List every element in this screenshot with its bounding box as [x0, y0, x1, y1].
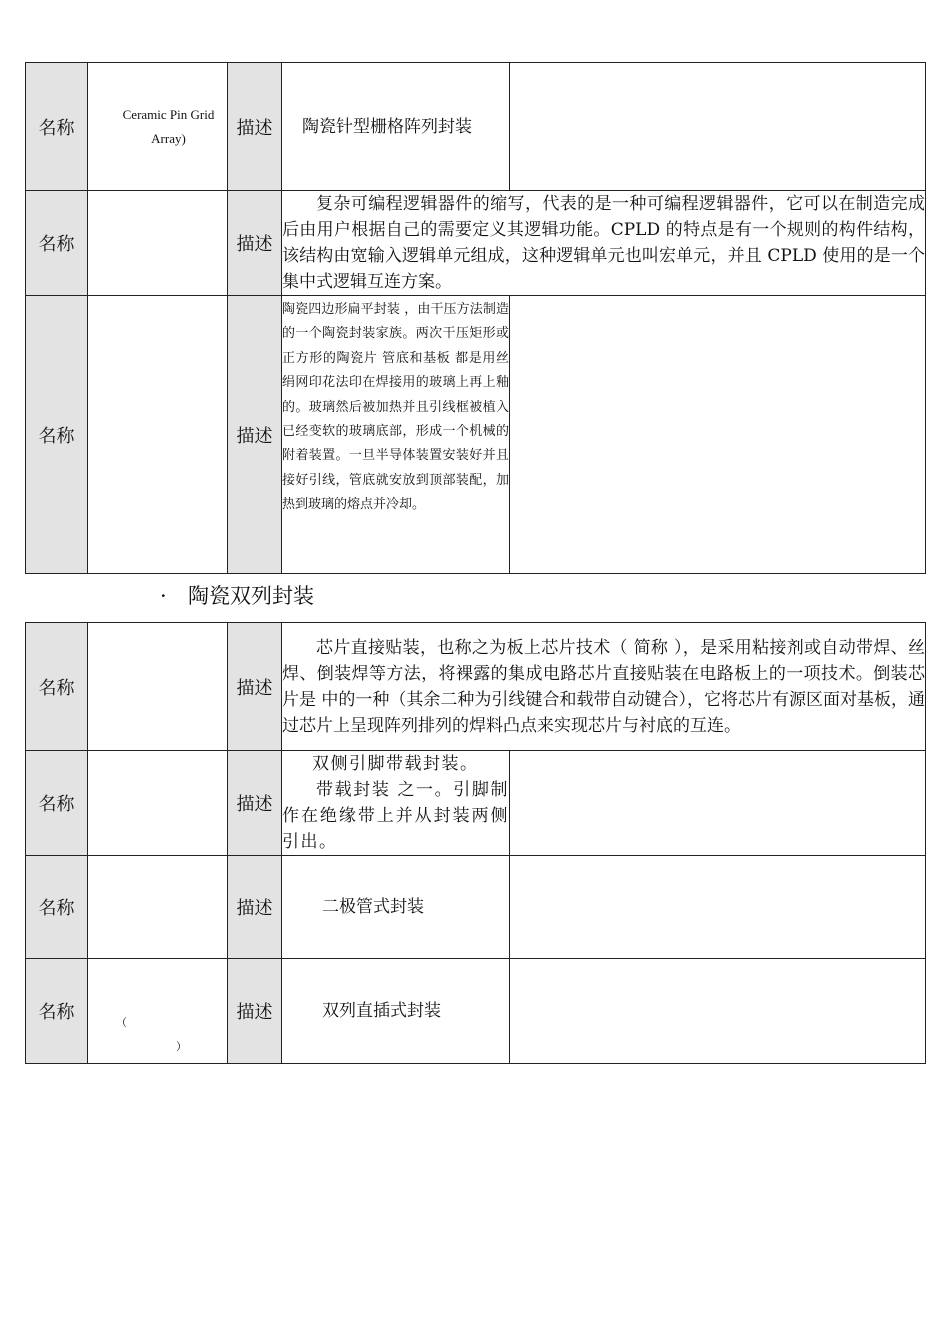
desc-label: 描述	[228, 623, 282, 751]
desc-label: 描述	[228, 63, 282, 191]
desc-label: 描述	[228, 191, 282, 296]
empty-cell	[510, 296, 926, 574]
desc-label: 描述	[228, 959, 282, 1064]
paren-open: （	[116, 1016, 127, 1029]
desc-label: 描述	[228, 751, 282, 856]
table-row	[26, 623, 926, 751]
description-line-1: 双侧引脚带载封装。	[312, 754, 479, 774]
description-text: 双列直插式封装	[282, 959, 510, 1064]
package-image-cell	[88, 296, 228, 574]
package-table-2	[25, 622, 926, 1064]
table-row	[26, 191, 926, 296]
empty-cell	[510, 856, 926, 959]
package-image-cell	[88, 959, 228, 1064]
paren-close: ）	[176, 1040, 187, 1053]
table-row	[26, 856, 926, 959]
image-caption: Ceramic Pin Grid Array)	[122, 106, 215, 146]
section-title-text: 陶瓷双列封装	[188, 584, 314, 608]
package-image-cell	[88, 623, 228, 751]
description-body: 复杂可编程逻辑器件的缩写，代表的是一种可编程逻辑器件，它可以在制造完成后由用户根据自己的需要定义其逻辑功能。CPLD 的特点是有一个规则的构件结构，该结构由宽输入逻辑单元组成，这种逻辑单元也叫宏单元，并且 CPLD 使用的是一个集中式逻辑互连方案。	[282, 194, 925, 292]
table-row	[26, 959, 926, 1064]
description-text	[282, 191, 926, 296]
description-text: 陶瓷针型栅格阵列封装	[282, 63, 510, 191]
package-image-cell	[88, 856, 228, 959]
empty-cell	[510, 751, 926, 856]
table-row	[26, 296, 926, 574]
description-text: 二极管式封装	[282, 856, 510, 959]
name-label: 名称	[26, 751, 88, 856]
package-image-cell	[88, 751, 228, 856]
table-row	[26, 63, 926, 191]
description-line-2: 带载封装 之一。引脚制作在绝缘带上并从封装两侧引出。	[282, 780, 509, 852]
description-text	[282, 623, 926, 751]
description-text	[282, 751, 510, 856]
table-row	[26, 751, 926, 856]
name-label: 名称	[26, 63, 88, 191]
description-text: 陶瓷四边形扁平封装 ，由干压方法制造的一个陶瓷封装家族。两次干压矩形或正方形的陶瓷片 管底和基板 都是用丝绢网印花法印在焊接用的玻璃上再上釉的。玻璃然后被加热并且引线框被植入已经变软的玻璃底部，形成一个机械的附着装置。一旦半导体装置安装好并且接好引线，管底就安放到顶部装配，加热到玻璃的熔点并冷却。	[282, 296, 510, 574]
section-heading	[160, 580, 314, 610]
desc-label: 描述	[228, 856, 282, 959]
name-label: 名称	[26, 191, 88, 296]
bullet-icon: ·	[160, 584, 167, 608]
name-label: 名称	[26, 856, 88, 959]
desc-label: 描述	[228, 296, 282, 574]
name-label: 名称	[26, 296, 88, 574]
package-image-cell	[88, 63, 228, 191]
name-label: 名称	[26, 623, 88, 751]
package-image-cell	[88, 191, 228, 296]
empty-cell	[510, 959, 926, 1064]
name-label: 名称	[26, 959, 88, 1064]
empty-cell	[510, 63, 926, 191]
description-body: 芯片直接贴装，也称之为板上芯片技术（ 简称 ），是采用粘接剂或自动带焊、丝焊、倒装焊等方法，将裸露的集成电路芯片直接贴装在电路板上的一项技术。倒装芯片是 中的一种（其余二种为引线键合和载带自动键合），它将芯片有源区面对基板，通过芯片上呈现阵列排列的焊料凸点来实现芯片与衬底的互连。	[282, 637, 925, 736]
package-table-1	[25, 62, 926, 574]
